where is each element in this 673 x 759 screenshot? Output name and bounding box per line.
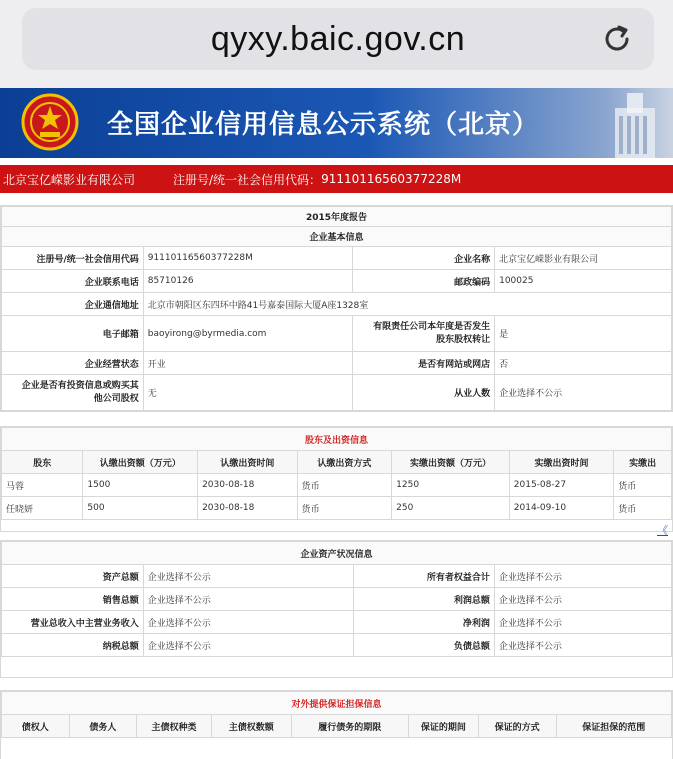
guarantee-col-header: 保证的方式: [478, 715, 556, 738]
shareholder-cell: 2030-08-18: [198, 474, 298, 497]
investment-value: 无: [143, 375, 353, 411]
zip-label: 邮政编码: [353, 270, 495, 293]
shareholder-cell: 货币: [297, 474, 392, 497]
more-link[interactable]: 《: [657, 524, 668, 537]
company-name-value: 北京宝亿嵘影业有限公司: [495, 247, 672, 270]
assets-table: [1, 541, 672, 657]
asset-value: 企业选择不公示: [143, 634, 353, 657]
shareholder-header-row: [2, 451, 672, 474]
equity-transfer-value: 是: [495, 316, 672, 352]
shareholder-col-header: 认缴出资时间: [198, 451, 298, 474]
table-row: [2, 611, 672, 634]
reg-value: 91110116560377228M: [321, 172, 462, 186]
status-label: 企业经营状态: [2, 352, 144, 375]
table-row: [2, 474, 672, 497]
guarantee-title: 对外提供保证担保信息: [2, 692, 672, 715]
guarantee-col-header: 主债权数额: [211, 715, 291, 738]
email-label: 电子邮箱: [2, 316, 144, 352]
shareholder-col-header: 股东: [2, 451, 83, 474]
shareholder-col-header: 实缴出: [614, 451, 672, 474]
table-row: [2, 634, 672, 657]
company-name-label: 企业名称: [353, 247, 495, 270]
guarantee-section: [0, 690, 673, 759]
asset-label: 营业总收入中主营业务收入: [2, 611, 144, 634]
status-value: 开业: [143, 352, 353, 375]
shareholder-col-header: 认缴出资额（万元）: [83, 451, 198, 474]
zip-value: 100025: [495, 270, 672, 293]
shareholder-cell: 马蓉: [2, 474, 83, 497]
shareholder-col-header: 实缴出资时间: [509, 451, 613, 474]
asset-label: 销售总额: [2, 588, 144, 611]
asset-value: 企业选择不公示: [143, 588, 353, 611]
address-label: 企业通信地址: [2, 293, 144, 316]
reload-icon[interactable]: [600, 22, 634, 56]
shareholder-title: 股东及出资信息: [2, 428, 672, 451]
asset-label: 所有者权益合计: [353, 565, 494, 588]
url-text[interactable]: qyxy.baic.gov.cn: [210, 19, 466, 58]
guarantee-table: [1, 691, 672, 738]
asset-value: 企业选择不公示: [494, 565, 671, 588]
shareholder-cell: 2014-09-10: [509, 497, 613, 520]
shareholder-section: [0, 426, 673, 537]
shareholder-cell: 货币: [297, 497, 392, 520]
shareholder-cell: 250: [392, 497, 510, 520]
shareholder-cell: 1500: [83, 474, 198, 497]
equity-transfer-label: 有限责任公司本年度是否发生 股东股权转让: [353, 316, 495, 352]
assets-title: 企业资产状况信息: [2, 542, 672, 565]
shareholder-col-header: 认缴出资方式: [297, 451, 392, 474]
shareholder-cell: 2030-08-18: [198, 497, 298, 520]
asset-value: 企业选择不公示: [494, 588, 671, 611]
table-row: [2, 565, 672, 588]
report-year-title: 2015年度报告: [2, 207, 672, 227]
asset-value: 企业选择不公示: [494, 611, 671, 634]
shareholder-table: [1, 427, 672, 520]
guarantee-header-row: [2, 715, 672, 738]
asset-label: 利润总额: [353, 588, 494, 611]
company-header-bar: [0, 165, 673, 193]
shareholder-cell: 货币: [614, 474, 672, 497]
company-name: 北京宝亿嵘影业有限公司: [3, 172, 136, 187]
reg-no-label: 注册号/统一社会信用代码: [2, 247, 144, 270]
website-label: 是否有网站或网店: [353, 352, 495, 375]
site-title: 全国企业信用信息公示系统（北京）: [107, 110, 540, 140]
guarantee-col-header: 债务人: [69, 715, 137, 738]
browser-toolbar: [0, 0, 673, 88]
website-value: 否: [495, 352, 672, 375]
address-value: 北京市朝阳区东四环中路41号嘉泰国际大厦A座1328室: [143, 293, 671, 316]
guarantee-col-header: 保证担保的范围: [556, 715, 672, 738]
asset-value: 企业选择不公示: [143, 565, 353, 588]
email-value: baoyirong@byrmedia.com: [143, 316, 353, 352]
site-banner: [0, 88, 673, 158]
shareholder-cell: 500: [83, 497, 198, 520]
address-bar[interactable]: [22, 8, 654, 70]
guarantee-col-header: 保证的期间: [409, 715, 479, 738]
basic-info-title: 企业基本信息: [2, 227, 672, 247]
guarantee-col-header: 履行债务的期限: [291, 715, 408, 738]
table-row: [2, 497, 672, 520]
asset-label: 净利润: [353, 611, 494, 634]
guarantee-col-header: 主债权种类: [137, 715, 212, 738]
asset-label: 纳税总额: [2, 634, 144, 657]
employees-label: 从业人数: [353, 375, 495, 411]
assets-section: [0, 540, 673, 678]
shareholder-cell: 货币: [614, 497, 672, 520]
reg-no-value: 91110116560377228M: [143, 247, 353, 270]
phone-value: 85710126: [143, 270, 353, 293]
building-icon: [605, 88, 665, 158]
basic-info-table: [1, 206, 672, 411]
shareholder-cell: 1250: [392, 474, 510, 497]
investment-label: 企业是否有投资信息或购买其 他公司股权: [2, 375, 144, 411]
national-emblem-icon: [20, 92, 80, 152]
asset-value: 企业选择不公示: [143, 611, 353, 634]
employees-value: 企业选择不公示: [495, 375, 672, 411]
phone-label: 企业联系电话: [2, 270, 144, 293]
asset-value: 企业选择不公示: [494, 634, 671, 657]
shareholder-cell: 任晓妍: [2, 497, 83, 520]
annual-report-section: [0, 205, 673, 412]
reg-label: 注册号/统一社会信用代码：: [173, 172, 322, 187]
shareholder-col-header: 实缴出资额（万元）: [392, 451, 510, 474]
table-row: [2, 588, 672, 611]
shareholder-cell: 2015-08-27: [509, 474, 613, 497]
guarantee-col-header: 债权人: [2, 715, 70, 738]
asset-label: 负债总额: [353, 634, 494, 657]
asset-label: 资产总额: [2, 565, 144, 588]
